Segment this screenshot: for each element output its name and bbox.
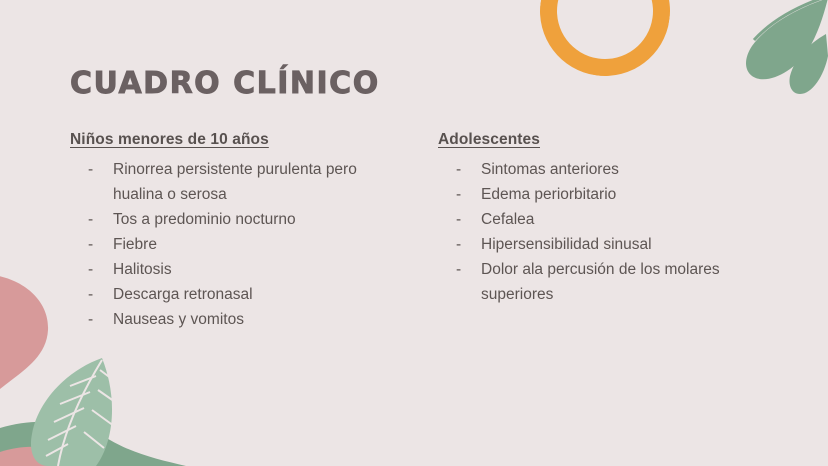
list-adolescents xyxy=(438,157,768,307)
bullet-marker: - xyxy=(88,236,94,253)
list-item-text: Edema periorbitario xyxy=(481,186,617,203)
bullet-marker: - xyxy=(88,311,94,328)
list-item-text: Descarga retronasal xyxy=(113,286,253,303)
list-children xyxy=(70,157,400,332)
list-item-text: Hipersensibilidad sinusal xyxy=(481,236,652,253)
list-item xyxy=(456,232,768,257)
list-item xyxy=(88,257,400,282)
list-item-text: Nauseas y vomitos xyxy=(113,311,244,328)
list-item xyxy=(88,207,400,232)
bullet-marker: - xyxy=(88,161,94,178)
list-item-text: Cefalea xyxy=(481,211,535,228)
bullet-marker: - xyxy=(88,261,94,278)
content-columns xyxy=(70,131,770,332)
veined-leaf-decoration xyxy=(18,356,138,466)
column-heading-children: Niños menores de 10 años xyxy=(70,131,269,148)
green-leaf-sprig-decoration xyxy=(648,0,828,100)
list-item-text: Fiebre xyxy=(113,236,157,253)
green-shapes-decoration xyxy=(0,356,240,466)
list-item xyxy=(88,307,400,332)
list-item xyxy=(456,257,768,307)
list-item-text: Tos a predominio nocturno xyxy=(113,211,296,228)
bullet-marker: - xyxy=(456,236,462,253)
bullet-marker: - xyxy=(88,211,94,228)
list-item-text: Sintomas anteriores xyxy=(481,161,619,178)
list-item xyxy=(456,182,768,207)
list-item-text: Rinorrea persistente purulenta pero hualina o serosa xyxy=(113,161,357,203)
list-item xyxy=(88,232,400,257)
column-children xyxy=(70,131,400,332)
list-item-text: Dolor ala percusión de los molares superiores xyxy=(481,261,720,303)
list-item xyxy=(88,157,400,207)
bullet-marker: - xyxy=(456,211,462,228)
page-title: CUADRO CLÍNICO xyxy=(70,66,380,101)
orange-hook-decoration xyxy=(532,0,679,84)
column-heading-adolescents: Adolescentes xyxy=(438,131,540,148)
bullet-marker: - xyxy=(88,286,94,303)
list-item xyxy=(456,207,768,232)
bullet-marker: - xyxy=(456,186,462,203)
bullet-marker: - xyxy=(456,161,462,178)
list-item xyxy=(88,282,400,307)
list-item xyxy=(456,157,768,182)
list-item-text: Halitosis xyxy=(113,261,172,278)
column-adolescents xyxy=(438,131,768,332)
bullet-marker: - xyxy=(456,261,462,278)
